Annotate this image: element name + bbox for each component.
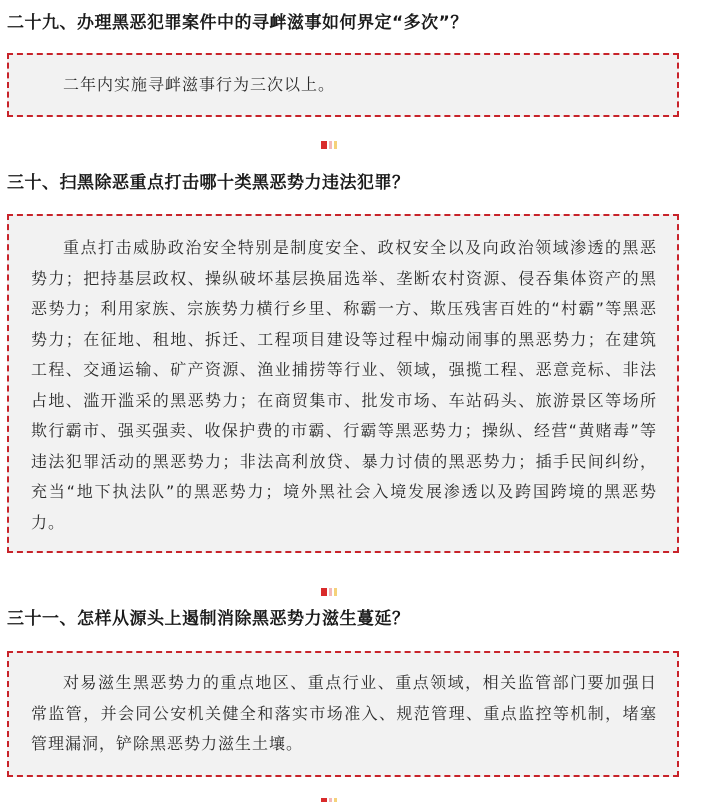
section-30-answer-text: 重点打击威胁政治安全特别是制度安全、政权安全以及向政治领域渗透的黑恶势力；把持基层政权、操纵破坏基层换届选举、垄断农村资源、侵吞集体资产的黑恶势力；利用家族、宗族势力横行乡里、称霸一方、欺压残害百姓的“村霸”等黑恶势力；在征地、租地、拆迁、工程项目建设等过程中煽动闹事的黑恶势力；在建筑工程、交通运输、矿产资源、渔业捕捞等行业、领域，强揽工程、恶意竞标、非法占地、滥开滥采的黑恶势力；在商贸集市、批发市场、车站码头、旅游景区等场所欺行霸市、强买强卖、收保护费的市霸、行霸等黑恶势力；操纵、经营“黄赌毒”等违法犯罪活动的黑恶势力；非法高利放贷、暴力讨债的黑恶势力；插手民间纠纷，充当“地下执法队”的黑恶势力；境外黑社会入境发展渗透以及跨国跨境的黑恶势力。 bbox=[31, 238, 657, 532]
section-29-heading: 二十九、办理黑恶犯罪案件中的寻衅滋事如何界定“多次”？ bbox=[7, 13, 468, 33]
section-divider-icon bbox=[321, 798, 337, 802]
section-divider-icon bbox=[321, 141, 337, 149]
section-29-answer-box bbox=[7, 53, 679, 117]
section-29-answer-text: 二年内实施寻衅滋事行为三次以上。 bbox=[63, 75, 336, 94]
section-divider-icon bbox=[321, 588, 337, 596]
section-30-answer-box bbox=[7, 214, 679, 553]
section-31-heading: 三十一、怎样从源头上遏制消除黑恶势力滋生蔓延？ bbox=[7, 609, 410, 629]
section-31-answer-box bbox=[7, 651, 679, 777]
section-31-answer-text: 对易滋生黑恶势力的重点地区、重点行业、重点领域，相关监管部门要加强日常监管，并会同公安机关健全和落实市场准入、规范管理、重点监控等机制，堵塞管理漏洞，铲除黑恶势力滋生土壤。 bbox=[31, 673, 657, 753]
section-30-heading: 三十、扫黑除恶重点打击哪十类黑恶势力违法犯罪？ bbox=[7, 173, 410, 193]
